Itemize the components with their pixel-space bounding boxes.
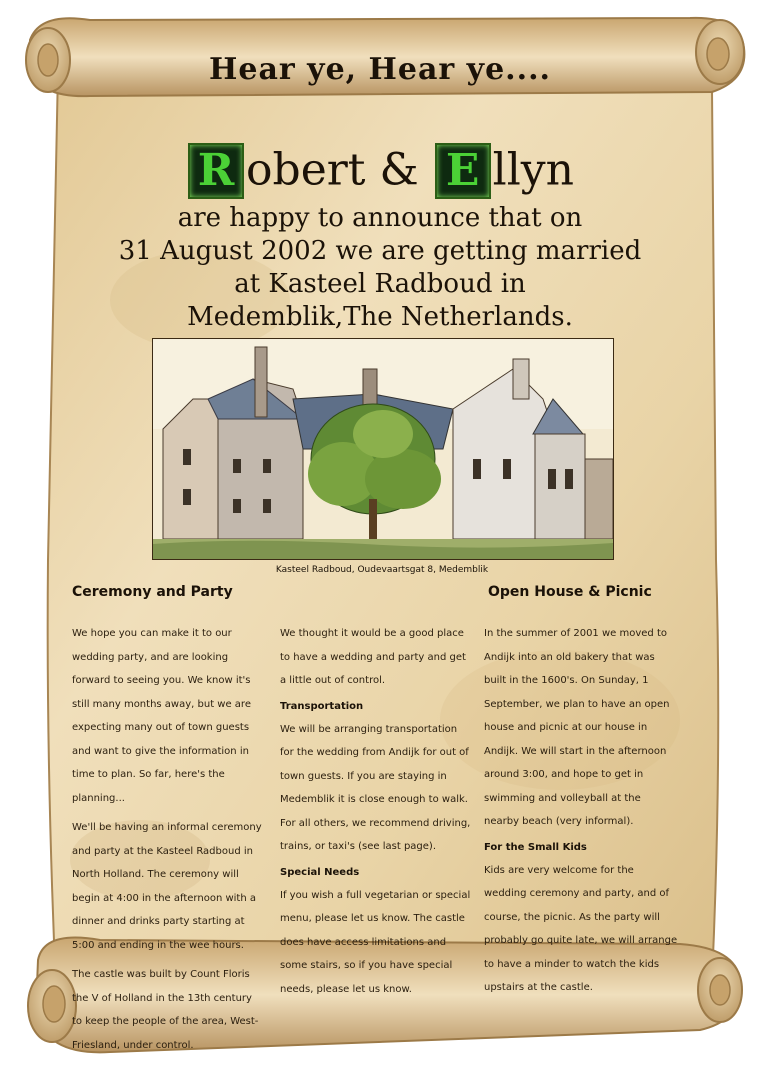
announcement-line-2: 31 August 2002 we are getting married (118, 236, 642, 266)
header-title: Hear ye, Hear ye.... (209, 52, 551, 87)
details-paragraph-1: We thought it would be a good place to have a wedding and party and get a little out of control. (280, 628, 466, 686)
illuminated-initial-r: R (188, 143, 244, 199)
ceremony-paragraph-1: We hope you can make it to our wedding party, and are looking forward to seeing you. We know it's still many months away, but we are expecting many out of town guests and want to give the information in time to plan. So far, here's the planning... (72, 628, 251, 804)
ampersand: & (379, 144, 419, 196)
special-needs-text: If you wish a full vegetarian or special menu, please let us know. The castle does have access limitations and some stairs, so if you have special needs, please let us know. (280, 889, 471, 995)
ceremony-paragraph-3: The castle was built by Count Floris the V of Holland in the 13th century to keep the people of the area, West-Friesland, under control. (72, 969, 259, 1051)
column-open-house (484, 584, 678, 1006)
small-kids-text: Kids are very welcome for the wedding ceremony and party, and of course, the picnic. As the party will probably go quite late, we will arrange to have a minder to watch the kids upstairs at the castle. (484, 864, 678, 993)
announcement-line-3: at Kasteel Radboud in (234, 269, 526, 299)
transportation-heading: Transportation (280, 700, 364, 712)
couple-names (0, 138, 760, 201)
bride-name: llyn (492, 144, 574, 196)
open-house-paragraph: In the summer of 2001 we moved to Andijk into an old bakery that was built in the 1600's. On Sunday, 1 September, we plan to have an open house and picnic at our house in Andijk. We will start in the afternoon around 3:00, and hope to get in swimming and volleyball at the nearby beach (very informal). (484, 628, 670, 827)
illuminated-initial-e: E (435, 143, 491, 199)
announcement-line-4: Medemblik,The Netherlands. (187, 302, 573, 332)
ceremony-paragraph-2: We'll be having an informal ceremony and party at the Kasteel Radboud in North Holland. The ceremony will begin at 4:00 in the afternoon with a dinner and drinks party starting at 5:00 and ending in the wee hours. (72, 822, 262, 951)
picture-caption: Kasteel Radboud, Oudevaartsgat 8, Medemblik (275, 565, 489, 575)
ceremony-heading: Ceremony and Party (72, 584, 233, 600)
column-ceremony (72, 584, 264, 1063)
small-kids-heading: For the Small Kids (484, 841, 587, 853)
groom-name: obert (246, 144, 366, 196)
transportation-text: We will be arranging transportation for the wedding from Andijk for out of town guests. If you are staying in Medemblik it is close enough to walk. For all others, we recommend driving, trains, or taxi's (see last page). (280, 723, 471, 852)
column-details (280, 622, 472, 1007)
announcement-line-1: are happy to announce that on (177, 203, 583, 233)
castle-illustration (152, 338, 614, 560)
special-needs-heading: Special Needs (280, 866, 360, 878)
open-house-heading: Open House & Picnic (488, 584, 652, 600)
announcement (0, 202, 760, 334)
